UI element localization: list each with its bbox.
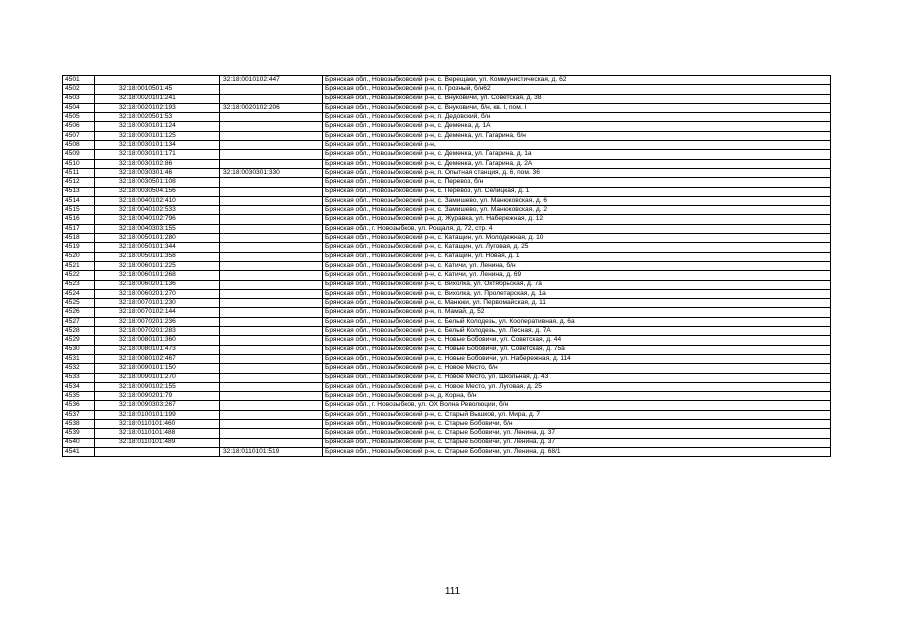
cadastral-number-cell: 32:18:0060201:136 xyxy=(95,280,220,289)
address-cell: Брянская обл., Новозыбковский р-н, с. Вихолка, ул. Пролетарская, д. 1а xyxy=(323,289,831,298)
table-row xyxy=(63,382,831,391)
cadastral-number-cell: 32:18:0050101:358 xyxy=(95,252,220,261)
row-number-cell: 4535 xyxy=(63,392,95,401)
address-cell: Брянская обл., Новозыбковский р-н, с. Новые Бобовичи, ул. Советская, д. 75а xyxy=(323,345,831,354)
table-row xyxy=(63,261,831,270)
table-row xyxy=(63,76,831,85)
address-cell: Брянская обл., Новозыбковский р-н, с. Внуковичи, б/н, кв. I, пом. I xyxy=(323,103,831,112)
cadastral-number-cell: 32:18:0110101:489 xyxy=(95,438,220,447)
cadastral-number-cell: 32:18:0040303:155 xyxy=(95,224,220,233)
address-cell: Брянская обл., г. Новозыбков, ул. Рощаля, д. 72, стр. 4 xyxy=(323,224,831,233)
address-cell: Брянская обл., Новозыбковский р-н, д. Журавка, ул. Набережная, д. 12 xyxy=(323,215,831,224)
premises-cadastral-number-cell xyxy=(220,261,323,270)
table-row xyxy=(63,252,831,261)
row-number-cell: 4528 xyxy=(63,327,95,336)
row-number-cell: 4525 xyxy=(63,299,95,308)
cadastral-number-cell: 32:18:0030102:86 xyxy=(95,159,220,168)
table-row xyxy=(63,187,831,196)
cadastral-number-cell: 32:18:0080102:467 xyxy=(95,354,220,363)
premises-cadastral-number-cell xyxy=(220,354,323,363)
register-table-body xyxy=(63,76,831,457)
address-cell: Брянская обл., Новозыбковский р-н, с. Перевоз, ул. Селицкая, д. 1 xyxy=(323,187,831,196)
table-row xyxy=(63,410,831,419)
table-row xyxy=(63,447,831,456)
address-cell: Брянская обл., Новозыбковский р-н, с. Новые Бобовичи, ул. Набережная, д. 114 xyxy=(323,354,831,363)
cadastral-number-cell: 32:18:0030501:108 xyxy=(95,178,220,187)
address-cell: Брянская обл., Новозыбковский р-н, с. Новые Бобовичи, ул. Советская, д. 44 xyxy=(323,336,831,345)
table-row xyxy=(63,373,831,382)
premises-cadastral-number-cell xyxy=(220,438,323,447)
address-cell: Брянская обл., Новозыбковский р-н, с. Новое Место, б/н xyxy=(323,364,831,373)
row-number-cell: 4537 xyxy=(63,410,95,419)
page-number: 111 xyxy=(444,586,461,597)
cadastral-number-cell: 32:18:0070101:230 xyxy=(95,299,220,308)
row-number-cell: 4517 xyxy=(63,224,95,233)
cadastral-number-cell: 32:18:0090201:79 xyxy=(95,392,220,401)
premises-cadastral-number-cell xyxy=(220,187,323,196)
table-row xyxy=(63,159,831,168)
cadastral-number-cell: 32:18:0110101:460 xyxy=(95,419,220,428)
cadastral-number-cell: 32:18:0020501:53 xyxy=(95,113,220,122)
premises-cadastral-number-cell xyxy=(220,364,323,373)
premises-cadastral-number-cell xyxy=(220,419,323,428)
row-number-cell: 4516 xyxy=(63,215,95,224)
row-number-cell: 4522 xyxy=(63,271,95,280)
premises-cadastral-number-cell xyxy=(220,224,323,233)
cadastral-number-cell: 32:18:0110101:488 xyxy=(95,429,220,438)
premises-cadastral-number-cell xyxy=(220,401,323,410)
premises-cadastral-number-cell xyxy=(220,392,323,401)
row-number-cell: 4538 xyxy=(63,419,95,428)
cadastral-number-cell: 32:18:0040102:410 xyxy=(95,196,220,205)
row-number-cell: 4523 xyxy=(63,280,95,289)
premises-cadastral-number-cell xyxy=(220,122,323,131)
row-number-cell: 4502 xyxy=(63,85,95,94)
cadastral-number-cell: 32:18:0050101:344 xyxy=(95,243,220,252)
row-number-cell: 4534 xyxy=(63,382,95,391)
table-row xyxy=(63,327,831,336)
table-row xyxy=(63,206,831,215)
premises-cadastral-number-cell xyxy=(220,243,323,252)
address-cell: Брянская обл., Новозыбковский р-н, с. Манюки, ул. Первомайская, д. 11 xyxy=(323,299,831,308)
premises-cadastral-number-cell xyxy=(220,85,323,94)
table-row xyxy=(63,280,831,289)
cadastral-number-cell: 32:18:0090303:267 xyxy=(95,401,220,410)
premises-cadastral-number-cell xyxy=(220,289,323,298)
premises-cadastral-number-cell xyxy=(220,150,323,159)
cadastral-number-cell: 32:18:0090101:270 xyxy=(95,373,220,382)
premises-cadastral-number-cell xyxy=(220,299,323,308)
premises-cadastral-number-cell xyxy=(220,382,323,391)
address-cell: Брянская обл., Новозыбковский р-н, с. Старые Бобовичи, ул. Ленина, д. 68/1 xyxy=(323,447,831,456)
row-number-cell: 4530 xyxy=(63,345,95,354)
row-number-cell: 4521 xyxy=(63,261,95,270)
row-number-cell: 4520 xyxy=(63,252,95,261)
address-cell: Брянская обл., Новозыбковский р-н, с. Новое Место, ул. Школьная, д. 43 xyxy=(323,373,831,382)
cadastral-number-cell: 32:18:0070102:144 xyxy=(95,308,220,317)
address-cell: Брянская обл., Новозыбковский р-н, с. Белый Колодезь, ул. Кооперативная, д. 6а xyxy=(323,317,831,326)
table-row xyxy=(63,345,831,354)
premises-cadastral-number-cell xyxy=(220,178,323,187)
row-number-cell: 4508 xyxy=(63,141,95,150)
table-row xyxy=(63,392,831,401)
premises-cadastral-number-cell xyxy=(220,345,323,354)
cadastral-number-cell: 32:18:0040102:533 xyxy=(95,206,220,215)
row-number-cell: 4504 xyxy=(63,103,95,112)
row-number-cell: 4532 xyxy=(63,364,95,373)
address-cell: Брянская обл., Новозыбковский р-н, п. Дедовский, б/н xyxy=(323,113,831,122)
address-cell: Брянская обл., Новозыбковский р-н, с. Внуковичи, ул. Советская, д. 38 xyxy=(323,94,831,103)
premises-cadastral-number-cell xyxy=(220,429,323,438)
table-row xyxy=(63,438,831,447)
table-row xyxy=(63,419,831,428)
table-row xyxy=(63,150,831,159)
address-cell: Брянская обл., Новозыбковский р-н, с. Замишево, ул. Манюковская, д. 2 xyxy=(323,206,831,215)
premises-cadastral-number-cell xyxy=(220,317,323,326)
table-row xyxy=(63,178,831,187)
address-cell: Брянская обл., Новозыбковский р-н, с. Верещаки, ул. Коммунистическая, д. 62 xyxy=(323,76,831,85)
premises-cadastral-number-cell xyxy=(220,271,323,280)
table-row xyxy=(63,113,831,122)
row-number-cell: 4514 xyxy=(63,196,95,205)
premises-cadastral-number-cell xyxy=(220,252,323,261)
table-row xyxy=(63,308,831,317)
premises-cadastral-number-cell xyxy=(220,196,323,205)
address-cell: Брянская обл., Новозыбковский р-н, с. Катичи, ул. Ленина, д. 69 xyxy=(323,271,831,280)
cadastral-number-cell: 32:18:0030101:125 xyxy=(95,131,220,140)
premises-cadastral-number-cell xyxy=(220,131,323,140)
row-number-cell: 4536 xyxy=(63,401,95,410)
row-number-cell: 4533 xyxy=(63,373,95,382)
address-cell: Брянская обл., Новозыбковский р-н, с. Деменка, д. 1А xyxy=(323,122,831,131)
row-number-cell: 4518 xyxy=(63,234,95,243)
row-number-cell: 4531 xyxy=(63,354,95,363)
row-number-cell: 4540 xyxy=(63,438,95,447)
table-row xyxy=(63,317,831,326)
cadastral-number-cell: 32:18:0080101:473 xyxy=(95,345,220,354)
cadastral-number-cell: 32:18:0070201:236 xyxy=(95,317,220,326)
cadastral-number-cell: 32:18:0080101:360 xyxy=(95,336,220,345)
row-number-cell: 4519 xyxy=(63,243,95,252)
table-row xyxy=(63,103,831,112)
cadastral-number-cell: 32:18:0030101:134 xyxy=(95,141,220,150)
cadastral-number-cell: 32:18:0040102:796 xyxy=(95,215,220,224)
cadastral-number-cell: 32:18:0060201:270 xyxy=(95,289,220,298)
table-row xyxy=(63,299,831,308)
address-cell: Брянская обл., Новозыбковский р-н, xyxy=(323,141,831,150)
table-row xyxy=(63,429,831,438)
cadastral-number-cell: 32:18:0090101:150 xyxy=(95,364,220,373)
address-cell: Брянская обл., Новозыбковский р-н, с. Деменка, ул. Гагарина, д. 1а xyxy=(323,150,831,159)
row-number-cell: 4527 xyxy=(63,317,95,326)
address-cell: Брянская обл., Новозыбковский р-н, с. Деменка, ул. Гагарина, д. 2А xyxy=(323,159,831,168)
table-row xyxy=(63,271,831,280)
row-number-cell: 4512 xyxy=(63,178,95,187)
cadastral-number-cell: 32:18:0070201:283 xyxy=(95,327,220,336)
row-number-cell: 4505 xyxy=(63,113,95,122)
address-cell: Брянская обл., Новозыбковский р-н, с. Старые Бобовичи, ул. Ленина, д. 37 xyxy=(323,438,831,447)
table-row xyxy=(63,85,831,94)
premises-cadastral-number-cell xyxy=(220,94,323,103)
address-cell: Брянская обл., Новозыбковский р-н, п. Опытная станция, д. 6, пом. 36 xyxy=(323,168,831,177)
table-row xyxy=(63,122,831,131)
table-row xyxy=(63,196,831,205)
row-number-cell: 4503 xyxy=(63,94,95,103)
premises-cadastral-number-cell xyxy=(220,215,323,224)
premises-cadastral-number-cell xyxy=(220,159,323,168)
address-cell: Брянская обл., г. Новозыбков, ул. ОХ Волна Революции, б/н xyxy=(323,401,831,410)
address-cell: Брянская обл., Новозыбковский р-н, д. Корна, б/н xyxy=(323,392,831,401)
premises-cadastral-number-cell xyxy=(220,373,323,382)
premises-cadastral-number-cell xyxy=(220,327,323,336)
row-number-cell: 4529 xyxy=(63,336,95,345)
cadastral-number-cell: 32:18:0030101:171 xyxy=(95,150,220,159)
row-number-cell: 4511 xyxy=(63,168,95,177)
premises-cadastral-number-cell xyxy=(220,410,323,419)
table-row xyxy=(63,215,831,224)
row-number-cell: 4506 xyxy=(63,122,95,131)
row-number-cell: 4507 xyxy=(63,131,95,140)
premises-cadastral-number-cell xyxy=(220,113,323,122)
cadastral-number-cell: 32:18:0050101:280 xyxy=(95,234,220,243)
address-cell: Брянская обл., Новозыбковский р-н, п. Мамай, д. 52 xyxy=(323,308,831,317)
address-cell: Брянская обл., Новозыбковский р-н, с. Катащин, ул. Луговая, д. 25 xyxy=(323,243,831,252)
premises-cadastral-number-cell xyxy=(220,308,323,317)
table-row xyxy=(63,234,831,243)
address-cell: Брянская обл., Новозыбковский р-н, с. Старые Бобовичи, ул. Ленина, д. 37 xyxy=(323,429,831,438)
address-cell: Брянская обл., Новозыбковский р-н, п. Грозный, б/н62 xyxy=(323,85,831,94)
table-row xyxy=(63,289,831,298)
address-cell: Брянская обл., Новозыбковский р-н, с. Старый Вышков, ул. Мира, д. 7 xyxy=(323,410,831,419)
premises-cadastral-number-cell xyxy=(220,234,323,243)
row-number-cell: 4510 xyxy=(63,159,95,168)
address-cell: Брянская обл., Новозыбковский р-н, с. Новое Место, ул. Луговая, д. 25 xyxy=(323,382,831,391)
table-row xyxy=(63,243,831,252)
row-number-cell: 4513 xyxy=(63,187,95,196)
address-cell: Брянская обл., Новозыбковский р-н, с. Катащин, ул. Новая, д. 1 xyxy=(323,252,831,261)
address-cell: Брянская обл., Новозыбковский р-н, с. Катичи, ул. Ленина, б/н xyxy=(323,261,831,270)
table-row xyxy=(63,401,831,410)
row-number-cell: 4524 xyxy=(63,289,95,298)
address-cell: Брянская обл., Новозыбковский р-н, с. Старые Бобовичи, б/н xyxy=(323,419,831,428)
table-row xyxy=(63,354,831,363)
cadastral-number-cell: 32:18:0060101:268 xyxy=(95,271,220,280)
cadastral-number-cell: 32:18:0100101:199 xyxy=(95,410,220,419)
premises-cadastral-number-cell xyxy=(220,141,323,150)
table-row xyxy=(63,364,831,373)
premises-cadastral-number-cell: 32:18:0010102:447 xyxy=(220,76,323,85)
cadastral-number-cell: 32:18:0030504:156 xyxy=(95,187,220,196)
table-row xyxy=(63,94,831,103)
table-row xyxy=(63,131,831,140)
cadastral-number-cell: 32:18:0060101:225 xyxy=(95,261,220,270)
premises-cadastral-number-cell xyxy=(220,280,323,289)
table-row xyxy=(63,168,831,177)
row-number-cell: 4526 xyxy=(63,308,95,317)
cadastral-number-cell xyxy=(95,76,220,85)
row-number-cell: 4515 xyxy=(63,206,95,215)
premises-cadastral-number-cell: 32:18:0110101:519 xyxy=(220,447,323,456)
address-cell: Брянская обл., Новозыбковский р-н, с. Вихолка, ул. Октябрьская, д. 7а xyxy=(323,280,831,289)
table-row xyxy=(63,141,831,150)
table-row xyxy=(63,224,831,233)
address-cell: Брянская обл., Новозыбковский р-н, с. Деменка, ул. Гагарина, б/н xyxy=(323,131,831,140)
cadastral-number-cell xyxy=(95,447,220,456)
address-cell: Брянская обл., Новозыбковский р-н, с. Замишево, ул. Манюковская, д. 6 xyxy=(323,196,831,205)
property-register-table xyxy=(62,75,831,457)
row-number-cell: 4509 xyxy=(63,150,95,159)
address-cell: Брянская обл., Новозыбковский р-н, с. Перевоз, б/н xyxy=(323,178,831,187)
premises-cadastral-number-cell: 32:18:0030301:330 xyxy=(220,168,323,177)
cadastral-number-cell: 32:18:0010501:45 xyxy=(95,85,220,94)
premises-cadastral-number-cell: 32:18:0020102:206 xyxy=(220,103,323,112)
cadastral-number-cell: 32:18:0090102:155 xyxy=(95,382,220,391)
row-number-cell: 4539 xyxy=(63,429,95,438)
premises-cadastral-number-cell xyxy=(220,336,323,345)
address-cell: Брянская обл., Новозыбковский р-н, с. Белый Колодезь, ул. Лесная, д. 7А xyxy=(323,327,831,336)
premises-cadastral-number-cell xyxy=(220,206,323,215)
cadastral-number-cell: 32:18:0030301:46 xyxy=(95,168,220,177)
cadastral-number-cell: 32:18:0020102:193 xyxy=(95,103,220,112)
row-number-cell: 4501 xyxy=(63,76,95,85)
cadastral-number-cell: 32:18:0030101:124 xyxy=(95,122,220,131)
table-row xyxy=(63,336,831,345)
address-cell: Брянская обл., Новозыбковский р-н, с. Катащин, ул. Молодежная, д. 10 xyxy=(323,234,831,243)
cadastral-number-cell: 32:18:0020101:241 xyxy=(95,94,220,103)
row-number-cell: 4541 xyxy=(63,447,95,456)
